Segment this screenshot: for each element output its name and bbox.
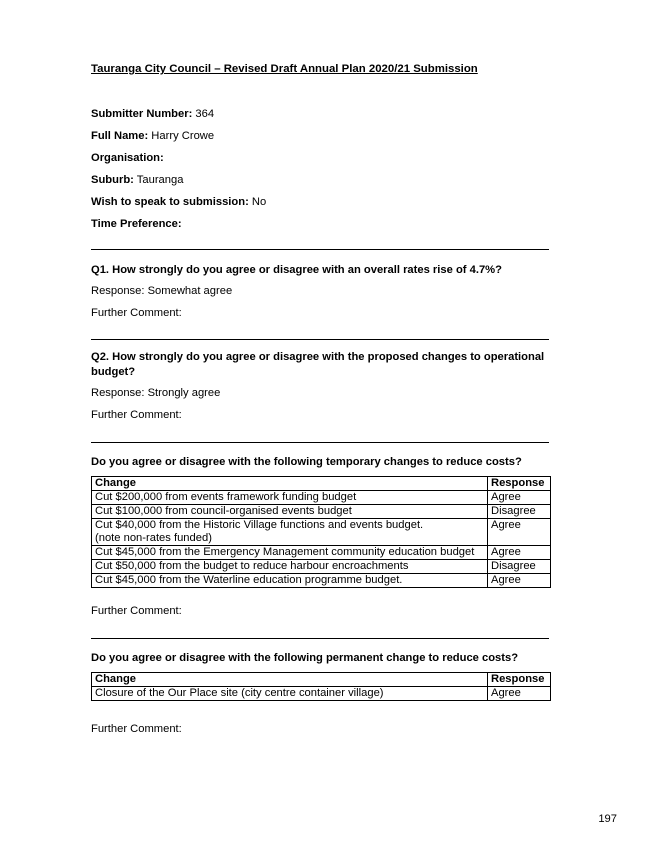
- divider: [91, 638, 549, 639]
- divider: [91, 249, 549, 250]
- permanent-change-table: [91, 672, 551, 701]
- table-row: [92, 574, 551, 588]
- column-header-change: Change: [92, 477, 488, 491]
- q2-question: Q2. How strongly do you agree or disagree with the proposed changes to operational budget?: [91, 351, 545, 378]
- table-row: [92, 519, 551, 546]
- q2-further-comment: Further Comment:: [91, 409, 182, 421]
- field-value: No: [248, 196, 267, 208]
- change-cell: Closure of the Our Place site (city centre container village): [92, 687, 488, 701]
- field-label: Organisation:: [91, 152, 164, 164]
- temporary-changes-table: [91, 476, 551, 588]
- field-value: Harry Crowe: [148, 130, 215, 142]
- change-note: (note non-rates funded): [95, 532, 212, 544]
- field-label: Time Preference:: [91, 218, 182, 230]
- response-cell: Disagree: [488, 505, 551, 519]
- field-label: Submitter Number:: [91, 108, 193, 120]
- organisation-field: [91, 152, 164, 164]
- table-header-row: [92, 477, 551, 491]
- q1-response: Response: Somewhat agree: [91, 285, 233, 297]
- temporary-further-comment: Further Comment:: [91, 605, 182, 617]
- suburb-field: [91, 174, 183, 186]
- response-cell: Agree: [488, 546, 551, 560]
- change-cell: Cut $200,000 from events framework funding budget: [92, 491, 488, 505]
- page-number: 197: [598, 813, 617, 825]
- temporary-changes-question: Do you agree or disagree with the following temporary changes to reduce costs?: [91, 456, 522, 468]
- response-cell: Agree: [488, 519, 551, 546]
- divider: [91, 339, 549, 340]
- response-cell: Agree: [488, 574, 551, 588]
- change-cell: Cut $50,000 from the budget to reduce harbour encroachments: [92, 560, 488, 574]
- column-header-response: Response: [488, 477, 551, 491]
- change-cell: Cut $45,000 from the Emergency Management community education budget: [92, 546, 488, 560]
- wish-to-speak-field: [91, 196, 266, 208]
- divider: [91, 442, 549, 443]
- table-row: [92, 560, 551, 574]
- document-title: Tauranga City Council – Revised Draft Annual Plan 2020/21 Submission: [91, 63, 478, 75]
- table-row: [92, 687, 551, 701]
- full-name-field: [91, 130, 214, 142]
- q2-response: Response: Strongly agree: [91, 387, 221, 399]
- table-row: [92, 505, 551, 519]
- column-header-change: Change: [92, 673, 488, 687]
- field-label: Full Name:: [91, 130, 149, 142]
- submitter-number-field: [91, 108, 214, 120]
- response-cell: Agree: [488, 491, 551, 505]
- response-cell: Agree: [488, 687, 551, 701]
- field-value: Tauranga: [133, 174, 184, 186]
- field-value: 364: [192, 108, 215, 120]
- response-cell: Disagree: [488, 560, 551, 574]
- q1-question: Q1. How strongly do you agree or disagree with an overall rates rise of 4.7%?: [91, 264, 502, 276]
- table-row: [92, 491, 551, 505]
- field-label: Suburb:: [91, 174, 134, 186]
- change-line: Cut $40,000 from the Historic Village functions and events budget.: [95, 519, 424, 531]
- column-header-response: Response: [488, 673, 551, 687]
- table-row: [92, 546, 551, 560]
- q1-further-comment: Further Comment:: [91, 307, 182, 319]
- field-label: Wish to speak to submission:: [91, 196, 249, 208]
- permanent-change-question: Do you agree or disagree with the following permanent change to reduce costs?: [91, 652, 519, 664]
- change-cell: [92, 519, 488, 546]
- time-preference-field: [91, 218, 182, 230]
- permanent-further-comment: Further Comment:: [91, 723, 182, 735]
- table-header-row: [92, 673, 551, 687]
- change-cell: Cut $45,000 from the Waterline education programme budget.: [92, 574, 488, 588]
- change-cell: Cut $100,000 from council-organised events budget: [92, 505, 488, 519]
